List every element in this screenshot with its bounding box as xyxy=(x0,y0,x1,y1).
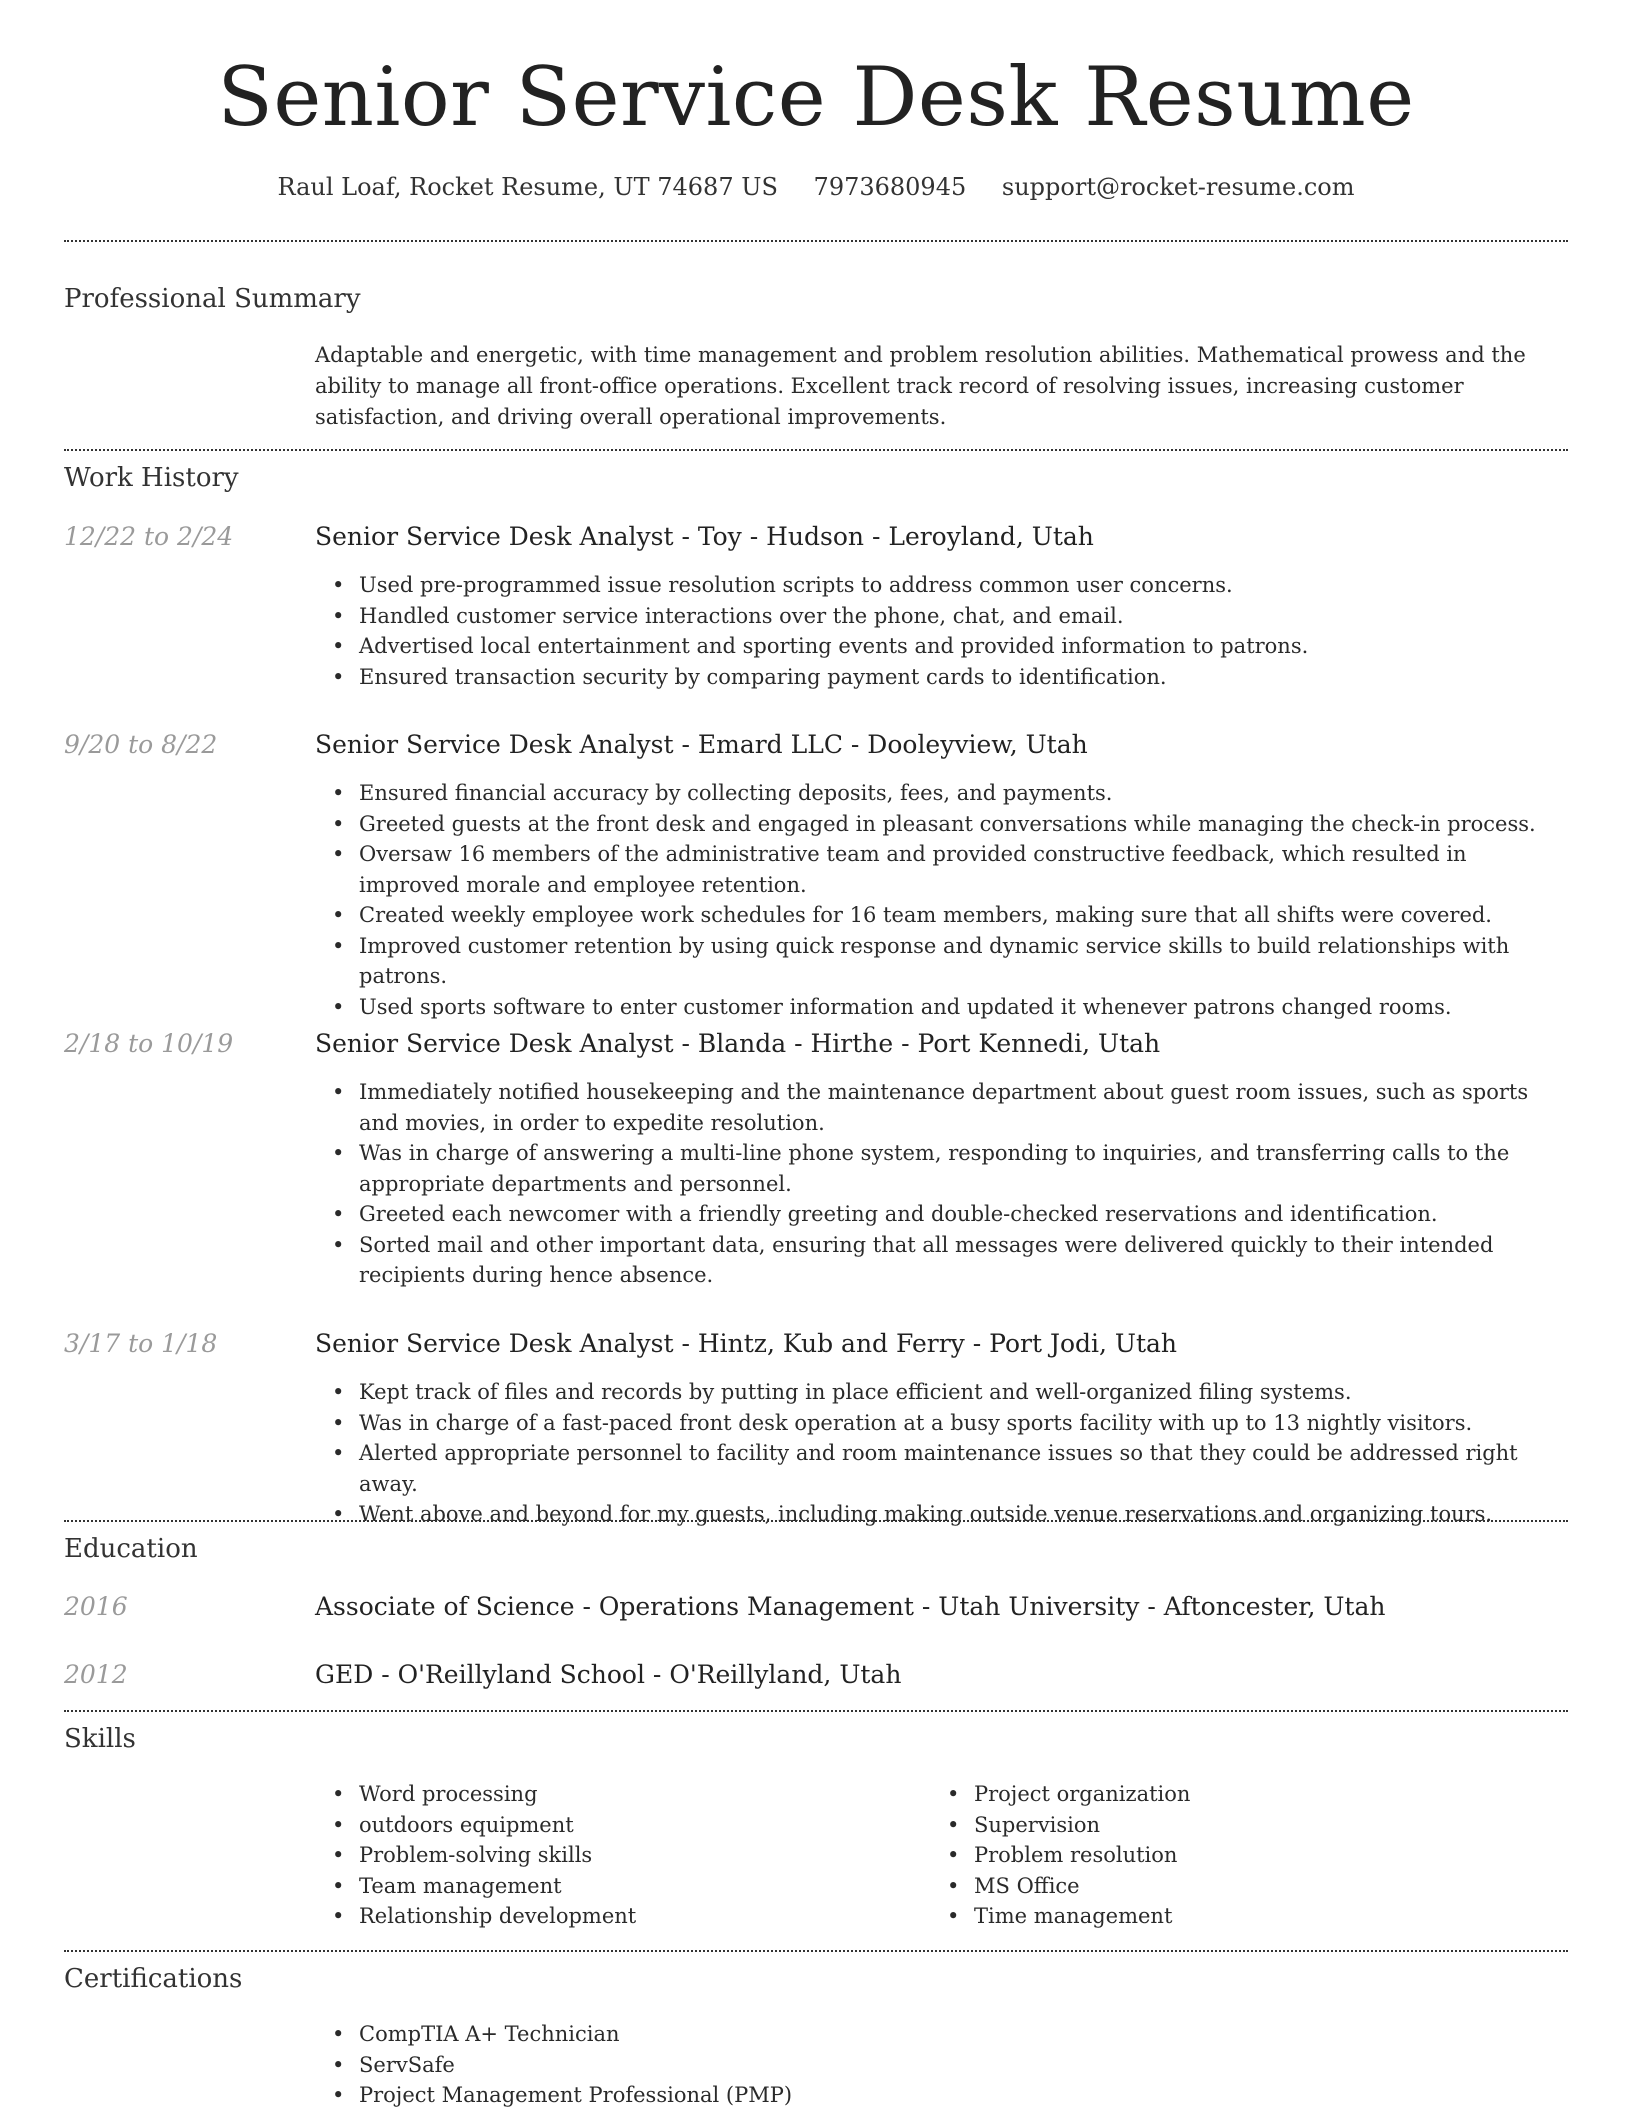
list-item: • Greeted guests at the front desk and engaged in pleasant conversations while managing the check-in process. xyxy=(315,809,1568,840)
list-item: • Ensured financial accuracy by collecting deposits, fees, and payments. xyxy=(315,778,1568,809)
education-year: 2016 xyxy=(64,1592,128,1621)
job-bullets xyxy=(315,778,1568,1022)
list-item: • Relationship development xyxy=(315,1901,915,1932)
list-item: • outdoors equipment xyxy=(315,1810,915,1841)
job-bullets xyxy=(315,1377,1568,1530)
divider xyxy=(64,1520,1568,1522)
list-item: • Oversaw 16 members of the administrative team and provided constructive feedback, which resulted in improved morale and employee retention. xyxy=(315,839,1568,900)
list-item: • Alerted appropriate personnel to facility and room maintenance issues so that they could be addressed right away. xyxy=(315,1438,1568,1499)
list-item: • Project organization xyxy=(930,1779,1530,1810)
list-item: • Immediately notified housekeeping and the maintenance department about guest room issues, such as sports and movies, in order to expedite resolution. xyxy=(315,1077,1568,1138)
divider xyxy=(64,240,1568,242)
job-heading: Senior Service Desk Analyst - Emard LLC - Dooleyview, Utah xyxy=(315,730,1088,759)
list-item: • Used pre-programmed issue resolution scripts to address common user concerns. xyxy=(315,570,1568,601)
list-item: • Improved customer retention by using quick response and dynamic service skills to build relationships with patrons. xyxy=(315,931,1568,992)
list-item: • Was in charge of a fast-paced front desk operation at a busy sports facility with up to 13 nightly visitors. xyxy=(315,1408,1568,1439)
job-heading: Senior Service Desk Analyst - Hintz, Kub and Ferry - Port Jodi, Utah xyxy=(315,1329,1178,1358)
list-item: • Team management xyxy=(315,1871,915,1902)
divider xyxy=(64,449,1568,451)
list-item: • Used sports software to enter customer information and updated it whenever patrons changed rooms. xyxy=(315,992,1568,1023)
list-item: • MS Office xyxy=(930,1871,1530,1902)
list-item: • Supervision xyxy=(930,1810,1530,1841)
certifications-list xyxy=(315,2019,1568,2111)
section-title-certifications: Certifications xyxy=(64,1964,243,1994)
job-bullets xyxy=(315,570,1568,692)
section-title-skills: Skills xyxy=(64,1724,136,1754)
skills-list-right xyxy=(930,1779,1530,1932)
list-item: • Went above and beyond for my guests, including making outside venue reservations and organizing tours. xyxy=(315,1499,1568,1530)
section-title-education: Education xyxy=(64,1534,198,1564)
job-heading: Senior Service Desk Analyst - Blanda - Hirthe - Port Kennedi, Utah xyxy=(315,1029,1161,1058)
education-year: 2012 xyxy=(64,1660,128,1689)
section-title-summary: Professional Summary xyxy=(64,284,361,314)
list-item: • Advertised local entertainment and sporting events and provided information to patrons. xyxy=(315,631,1568,662)
resume-title: Senior Service Desk Resume xyxy=(217,51,1415,145)
section-title-work: Work History xyxy=(64,463,239,493)
list-item: • Greeted each newcomer with a friendly greeting and double-checked reservations and identification. xyxy=(315,1199,1568,1230)
list-item: • Problem resolution xyxy=(930,1840,1530,1871)
job-bullets xyxy=(315,1077,1568,1291)
list-item: • Kept track of files and records by putting in place efficient and well-organized filing systems. xyxy=(315,1377,1568,1408)
summary-text: Adaptable and energetic, with time management and problem resolution abilities. Mathematical prowess and the ability to manage all front-office operations. Excellent track record of resolving issues, increasing customer satisfaction, and driving overall operational improvements. xyxy=(315,343,1526,429)
job-dates: 9/20 to 8/22 xyxy=(64,730,218,759)
list-item: • Handled customer service interactions over the phone, chat, and email. xyxy=(315,601,1568,632)
divider xyxy=(64,1710,1568,1712)
education-heading: GED - O'Reillyland School - O'Reillyland, Utah xyxy=(315,1660,902,1689)
job-dates: 2/18 to 10/19 xyxy=(64,1029,234,1058)
resume-page xyxy=(64,0,1568,2107)
list-item: • Created weekly employee work schedules for 16 team members, making sure that all shifts were covered. xyxy=(315,900,1568,931)
contact-email[interactable]: support@rocket-resume.com xyxy=(1001,173,1355,201)
list-item: • Sorted mail and other important data, ensuring that all messages were delivered quickly to their intended recipients during hence absence. xyxy=(315,1230,1568,1291)
list-item: • Word processing xyxy=(315,1779,915,1810)
skills-list-left xyxy=(315,1779,915,1932)
list-item: • Problem-solving skills xyxy=(315,1840,915,1871)
list-item: • Project Management Professional (PMP) xyxy=(315,2080,1568,2111)
list-item: • CompTIA A+ Technician xyxy=(315,2019,1568,2050)
divider xyxy=(64,1950,1568,1952)
list-item: • Ensured transaction security by comparing payment cards to identification. xyxy=(315,662,1568,693)
job-dates: 12/22 to 2/24 xyxy=(64,522,234,551)
contact-phone: 7973680945 xyxy=(813,173,967,201)
contact-line xyxy=(64,173,1568,201)
contact-address: Raul Loaf, Rocket Resume, UT 74687 US xyxy=(277,173,778,201)
job-heading: Senior Service Desk Analyst - Toy - Hudson - Leroyland, Utah xyxy=(315,522,1094,551)
list-item: • Time management xyxy=(930,1901,1530,1932)
list-item: • ServSafe xyxy=(315,2050,1568,2081)
list-item: • Was in charge of answering a multi-line phone system, responding to inquiries, and transferring calls to the appropriate departments and personnel. xyxy=(315,1138,1568,1199)
education-heading: Associate of Science - Operations Management - Utah University - Aftoncester, Utah xyxy=(315,1592,1386,1621)
job-dates: 3/17 to 1/18 xyxy=(64,1329,218,1358)
